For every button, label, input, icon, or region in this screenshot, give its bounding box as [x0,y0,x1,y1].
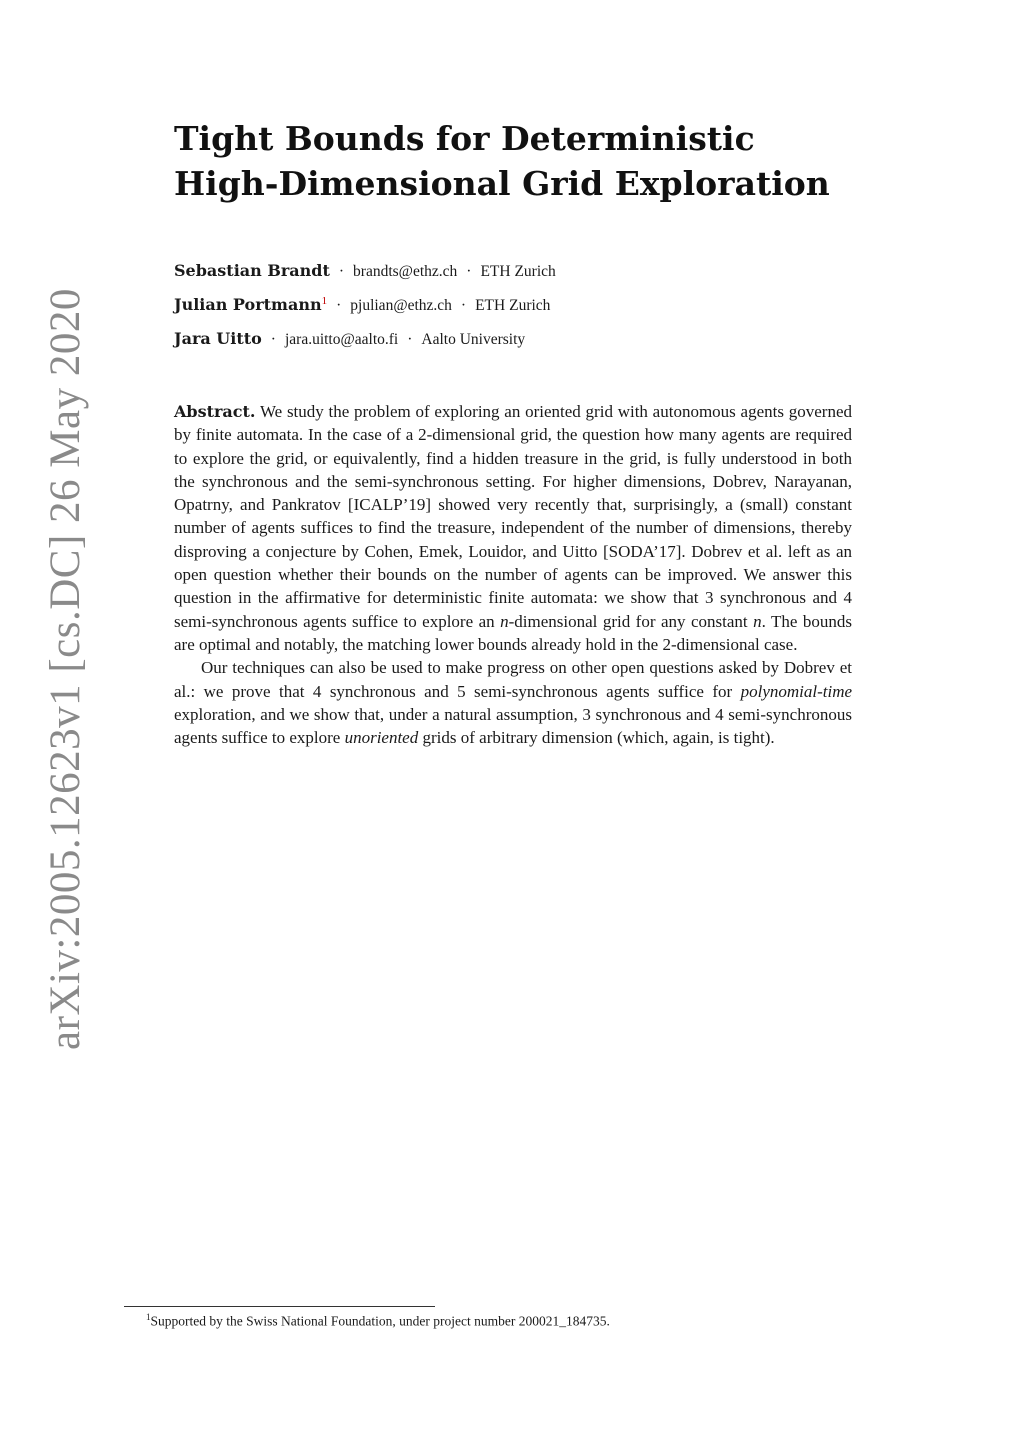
author-name: Jara Uitto [174,329,262,348]
author-name: Sebastian Brandt [174,261,330,280]
author-affiliation: ETH Zurich [480,263,556,280]
author-list [174,259,874,361]
abstract-text: Our techniques can also be used to make progress on other open questions asked by Dobrev et al.: we prove that 4 synchronous and 5 semi-synchronous agents suffice for [174,658,852,701]
author-affiliation: Aalto University [421,331,526,348]
math-variable: n [500,611,509,631]
abstract-text: We study the problem of exploring an oriented grid with autonomous agents governed by finite automata. In the case of a 2-dimensional grid, the question how many agents are required to explore the grid, or equivalently, find a hidden treasure in the grid, is fully understood in both the synchronous and the semi-synchronous setting. For higher dimensions, Dobrev, Narayanan, Opatrny, and Pankratov [ICALP’19] showed very recently that, surprisingly, a (small) constant number of agents suffices to find the treasure, independent of the number of dimensions, thereby disproving a conjecture by Cohen, Emek, Louidor, and Uitto [SODA’17]. Dobrev et al. left as an open question whether their bounds on the number of agents can be improved. We answer this question in the affirmative for deterministic finite automata: we show that 3 synchronous and 4 semi-synchronous agents suffice to explore an [174,402,852,631]
emphasis-text: polynomial-time [740,681,853,701]
abstract [174,400,852,749]
math-variable: n [753,611,762,631]
author-email[interactable]: jara.uitto@aalto.fi [284,331,399,348]
emphasis-text: unoriented [344,728,419,748]
footnote-link[interactable]: 1 [321,294,328,307]
author-entry [174,293,874,327]
separator: · [460,297,467,314]
arxiv-identifier-stamp: arXiv:2005.12623v1 [cs.DC] 26 May 2020 [42,288,89,1050]
author-entry [174,259,874,293]
separator: · [407,331,413,348]
abstract-text: exploration, and we show that, under a natural assumption, 3 synchronous and 4 semi-synchronous agents suffice to explore [174,704,852,748]
footnote [146,1312,610,1330]
paper-title [174,116,874,206]
abstract-label: Abstract. [174,402,256,421]
author-entry [174,327,874,361]
author-affiliation: ETH Zurich [475,297,551,314]
footnote-mark: 1 [146,1312,151,1322]
abstract-text: -dimensional grid for any constant [508,611,748,631]
separator: · [338,263,345,280]
abstract-paragraph-2 [174,656,852,749]
title-line-1: Tight Bounds for Deterministic [174,119,755,158]
footnote-text: Supported by the Swiss National Foundation, under project number 200021_184735. [150,1313,610,1329]
separator: · [336,297,342,314]
author-email[interactable]: pjulian@ethz.ch [350,297,452,314]
separator: · [466,263,472,280]
footnote-divider [124,1306,435,1307]
title-line-2: High-Dimensional Grid Exploration [174,164,830,203]
abstract-text: grids of arbitrary dimension (which, again, is tight). [422,728,775,748]
separator: · [270,331,276,348]
abstract-text: . The bounds are optimal and notably, the matching lower bounds already hold in the 2-dimensional case. [174,611,853,654]
abstract-paragraph-1 [174,400,852,656]
author-email[interactable]: brandts@ethz.ch [353,263,458,280]
author-name: Julian Portmann [174,295,322,314]
